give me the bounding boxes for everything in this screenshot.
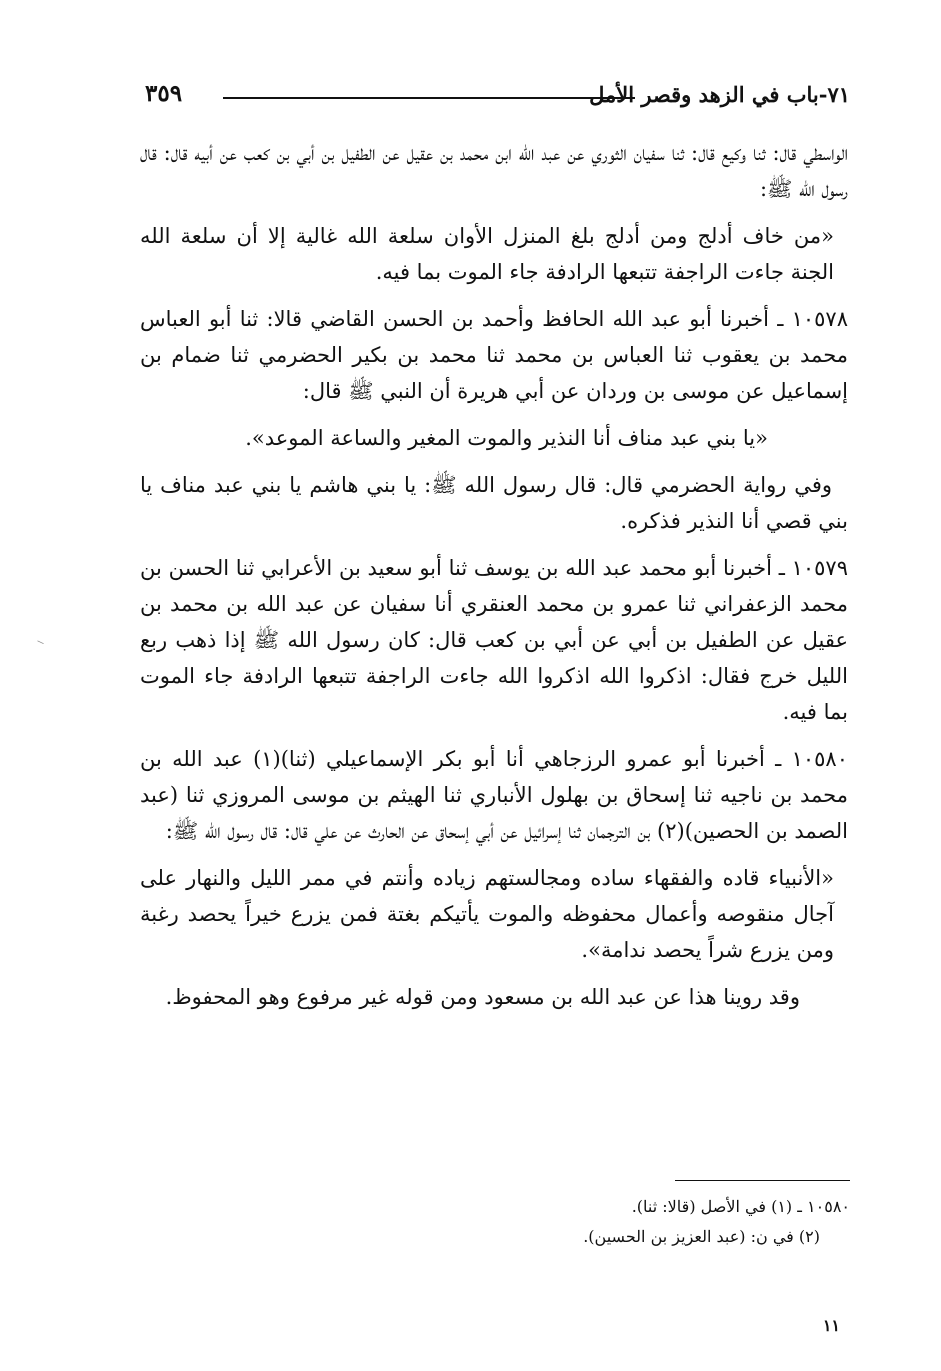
- paragraph: وفي رواية الحضرمي قال: قال رسول الله ﷺ: يا بني هاشم يا بني عبد مناف يا بني قصي أنا النذير فذكره.: [140, 473, 848, 533]
- paragraph: وقد روينا هذا عن عبد الله بن مسعود ومن قوله غير مرفوع وهو المحفوظ.: [165, 985, 800, 1009]
- margin-scribble: ⸝: [33, 631, 46, 649]
- hadith-quote: «من خاف أدلج ومن أدلج بلغ المنزل الأوان سلعة الله غالية إلا أن سلعة الله الجنة جاءت الراجفة تتبعها الرادفة جاء الموت بما فيه.: [140, 224, 834, 284]
- hadith-quote: «الأنبياء قاده والفقهاء ساده ومجالستهم زياده وأنتم في ممر الليل والنهار على آجال منقوصه وأعمال محفوظه والموت يأتيكم بغتة فمن يزرع خيراً يحصد رغبة ومن يزرع شراً يحصد ندامة».: [140, 866, 834, 962]
- page-number: ٣٥٩: [145, 80, 183, 107]
- chapter-title: ٧١-باب في الزهد وقصر الأمل: [589, 82, 850, 107]
- paragraph-hadith-10579: ١٠٥٧٩ ـ أخبرنا أبو محمد عبد الله بن يوسف ثنا أبو سعيد بن الأعرابي ثنا الحسن بن محمد الزعفراني ثنا عمرو بن محمد العنقري أنا سفيان عن عبد الله بن محمد بن عقيل عن الطفيل بن أبي عن أبي بن كعب قال: كان رسول الله ﷺ إذا ذهب ربع الليل خرج فقال: اذكروا الله اذكروا الله جاءت الراجفة تتبعها الرادفة جاء الموت بما فيه.: [140, 556, 848, 724]
- footnote: ١٠٥٨٠ ـ (١) في الأصل (قالا: ثنا).: [631, 1197, 850, 1216]
- footnotes: [300, 1192, 850, 1252]
- footnote-separator: [675, 1180, 850, 1181]
- hadith-quote: «يا بني عبد مناف أنا النذير والموت المغير والساعة الموعد».: [245, 426, 768, 450]
- paragraph-hadith-10578: ١٠٥٧٨ ـ أخبرنا أبو عبد الله الحافظ وأحمد بن الحسن القاضي قالا: ثنا أبو العباس محمد بن يعقوب ثنا العباس بن محمد ثنا محمد بن بكير الحضرمي ثنا ضمام بن إسماعيل عن موسى بن وردان عن أبي هريرة أن النبي ﷺ قال:: [140, 307, 848, 403]
- signature-mark: ١١: [822, 1316, 840, 1335]
- page-header: [145, 82, 850, 116]
- paragraph-hadith-10580: ١٠٥٨٠ ـ أخبرنا أبو عمرو الرزجاهي أنا أبو بكر الإسماعيلي (ثنا)(١) عبد الله بن محمد بن ناجيه ثنا إسحاق بن بهلول الأنباري ثنا الهيثم بن موسى المروزي ثنا (عبد الصمد بن الحصين)(٢) بن الترجمان ثنا إسرائيل عن أبي إسحاق عن الحارث عن علي قال: قال رسول الله ﷺ:: [140, 747, 848, 843]
- main-text: [140, 135, 848, 1026]
- paragraph: الواسطي قال: ثنا وكيع قال: ثنا سفيان الثوري عن عبد الله ابن محمد بن عقيل عن الطفيل بن أبي بن كعب عن أبيه قال: قال رسول الله ﷺ:: [140, 141, 848, 201]
- footnote: (٢) في ن: (عبد العزيز بن الحسين).: [583, 1227, 820, 1246]
- header-rule: [223, 97, 635, 99]
